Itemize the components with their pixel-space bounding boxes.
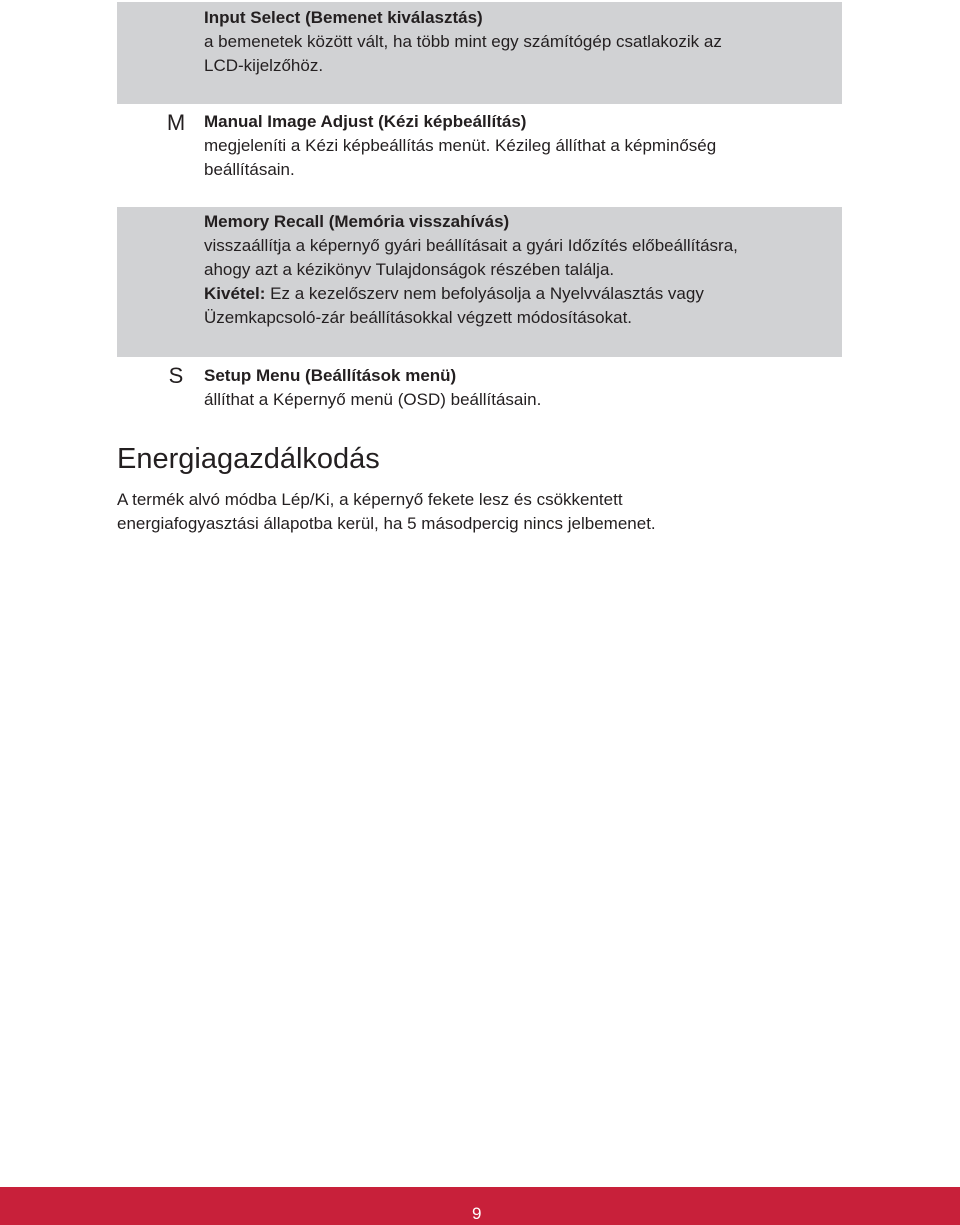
entry-text-line: ahogy azt a kézikönyv Tulajdonságok részében találja. [204, 260, 615, 279]
index-letter-m: M [166, 110, 186, 135]
entry-text-line: megjeleníti a Kézi képbeállítás menüt. Kézileg állíthat a képminőség [204, 136, 717, 155]
entry-manual-image-adjust [204, 110, 824, 182]
entry-note-line: Üzemkapcsoló-zár beállításokkal végzett módosításokat. [204, 308, 633, 327]
section-paragraph [117, 488, 857, 536]
section-heading: Energiagazdálkodás [117, 443, 380, 475]
entry-title: Setup Menu (Beállítások menü) [204, 366, 457, 385]
entry-memory-recall [204, 210, 824, 330]
paragraph-line: energiafogyasztási állapotba kerül, ha 5 másodpercig nincs jelbemenet. [117, 514, 656, 533]
entry-input-select [204, 6, 824, 78]
index-letter-s: S [168, 363, 184, 388]
entry-text-line: a bemenetek között vált, ha több mint egy számítógép csatlakozik az [204, 32, 722, 51]
entry-title: Manual Image Adjust (Kézi képbeállítás) [204, 112, 527, 131]
entry-text-line: állíthat a Képernyő menü (OSD) beállításain. [204, 390, 542, 409]
entry-title: Memory Recall (Memória visszahívás) [204, 212, 510, 231]
paragraph-line: A termék alvó módba Lép/Ki, a képernyő fekete lesz és csökkentett [117, 490, 623, 509]
note-text: Ez a kezelőszerv nem befolyásolja a Nyelvválasztás vagy [265, 284, 704, 303]
entry-setup-menu [204, 364, 824, 412]
entry-text-line: beállításain. [204, 160, 295, 179]
entry-text-line: LCD-kijelzőhöz. [204, 56, 324, 75]
entry-note-line [204, 282, 824, 306]
note-label: Kivétel: [204, 284, 266, 303]
entry-title: Input Select (Bemenet kiválasztás) [204, 8, 483, 27]
entry-text-line: visszaállítja a képernyő gyári beállításait a gyári Időzítés előbeállításra, [204, 236, 738, 255]
page-number: 9 [472, 1204, 482, 1223]
